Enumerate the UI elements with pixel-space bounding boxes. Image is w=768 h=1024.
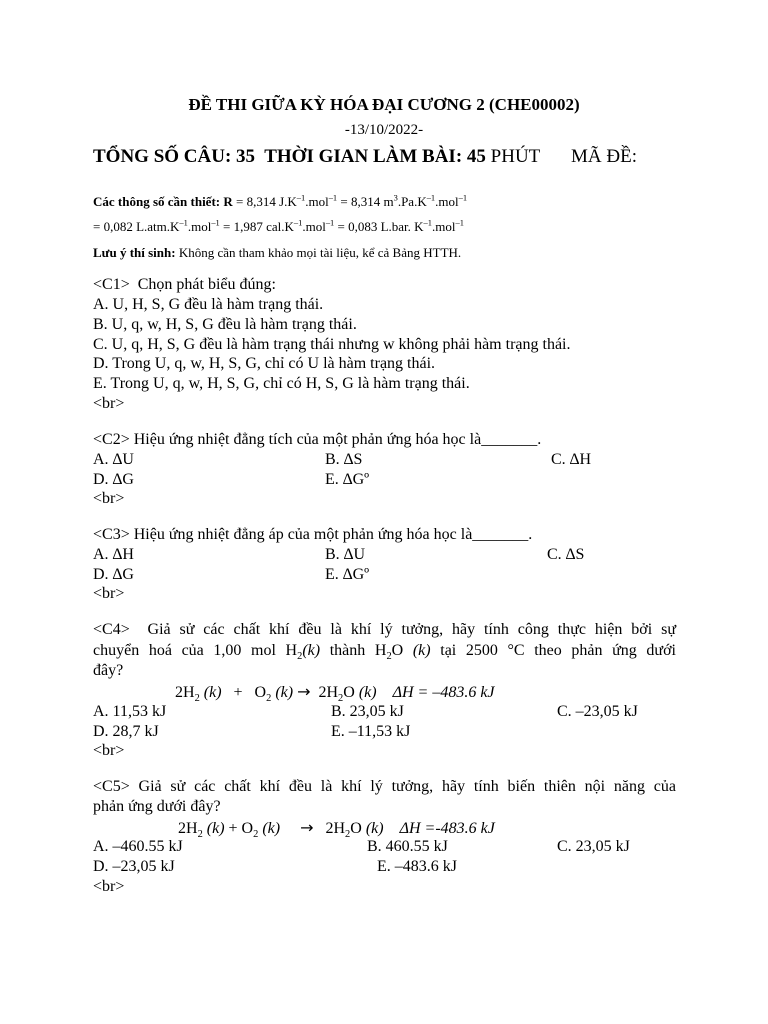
q3-option-e: E. ∆Gº: [325, 566, 370, 583]
q2-option-d: D. ∆G: [93, 471, 134, 488]
q2-option-a: A. ∆U: [93, 451, 134, 468]
q4-option-e: E. –11,53 kJ: [331, 723, 411, 740]
question-3-stem: <C3> Hiệu ứng nhiệt đẳng áp của một phản ứng hóa học là_______.: [93, 526, 533, 543]
q3-option-c: C. ∆S: [547, 546, 585, 563]
q5-reaction-equation: $2H_2$ $(k) + O_2$ (k) → $2H_2O$ (k) ΔH =-483.6 kJ: [178, 818, 495, 841]
total-questions: TỔNG SỐ CÂU: 35: [93, 146, 256, 167]
constants-line-1: Các thông số cần thiết: R = 8,314 $J.K^{-1}.mol^{-1} = 8,314$ $m^3.Pa.K^{-1}.mol^{-1}$: [93, 192, 468, 209]
q3-option-d: D. ∆G: [93, 566, 134, 583]
question-4-stem-1: <C4> Giả sử các chất khí đều là khí lý tưởng, hãy tính công thực hiện bởi sự: [93, 621, 677, 638]
q1-option-a: A. U, H, S, G đều là hàm trạng thái.: [93, 296, 324, 313]
q2-br: <br>: [93, 490, 125, 507]
q3-option-b: B. ∆U: [325, 546, 366, 563]
q5-option-a: A. –460.55 kJ: [93, 838, 183, 855]
question-4-stem-2: chuyển hoá của 1,00 mol $H_2(k)$ thành $H_2O$ (k) tại 2500 °C theo phản ứng dưới: [93, 642, 676, 663]
exam-code-label: MÃ ĐỀ:: [571, 146, 638, 167]
q4-delta-h: ΔH = –483.6 kJ: [392, 684, 495, 701]
exam-title: ĐỀ THI GIỮA KỲ HÓA ĐẠI CƯƠNG 2 (CHE00002): [188, 95, 580, 114]
question-2-stem: <C2> Hiệu ứng nhiệt đẳng tích của một phản ứng hóa học là_______.: [93, 431, 542, 448]
q1-option-c: C. U, q, H, S, G đều là hàm trạng thái nhưng w không phải hàm trạng thái.: [93, 336, 571, 353]
question-2-tag: <C2>: [93, 431, 130, 448]
q3-option-a: A. ∆H: [93, 546, 134, 563]
q1-option-b: B. U, q, w, H, S, G đều là hàm trạng thái.: [93, 316, 357, 333]
note-label: Lưu ý thí sinh:: [93, 245, 176, 260]
question-1-tag: <C1>: [93, 276, 130, 293]
q2-option-c: C. ∆H: [551, 451, 592, 468]
question-5-tag: <C5>: [93, 778, 130, 795]
question-5-stem-2: phản ứng dưới đây?: [93, 798, 221, 815]
q4-option-c: C. –23,05 kJ: [557, 703, 638, 720]
exam-info-line: [93, 146, 637, 168]
q4-option-b: B. 23,05 kJ: [331, 703, 404, 720]
q1-option-d: D. Trong U, q, w, H, S, G, chỉ có U là hàm trạng thái.: [93, 355, 436, 372]
q5-option-e: E. –483.6 kJ: [377, 858, 457, 875]
q4-option-a: A. 11,53 kJ: [93, 703, 167, 720]
question-1-stem: <C1> Chọn phát biểu đúng:: [93, 276, 276, 293]
q4-option-d: D. 28,7 kJ: [93, 723, 159, 740]
candidate-note: [93, 245, 461, 261]
question-5-stem-1: <C5> Giả sử các chất khí đều là khí lý tưởng, hãy tính biến thiên nội năng của: [93, 778, 677, 795]
q5-delta-h: ΔH =-483.6 kJ: [399, 820, 495, 837]
q5-option-b: B. 460.55 kJ: [367, 838, 448, 855]
q2-option-b: B. ∆S: [325, 451, 363, 468]
q1-br: <br>: [93, 395, 125, 412]
note-text: Không cần tham khảo mọi tài liệu, kể cả Bảng HTTH.: [178, 245, 462, 260]
question-3-tag: <C3>: [93, 526, 130, 543]
constants-label: Các thông số cần thiết: R: [93, 194, 233, 209]
q4-br: <br>: [93, 742, 125, 759]
time-label: THỜI GIAN LÀM BÀI: 45: [264, 146, 486, 167]
q5-option-c: C. 23,05 kJ: [557, 838, 630, 855]
question-4-stem-3: đây?: [93, 662, 124, 679]
q1-option-e: E. Trong U, q, w, H, S, G, chỉ có H, S, G là hàm trạng thái.: [93, 375, 470, 392]
q5-br: <br>: [93, 878, 125, 895]
time-unit: PHÚT: [490, 146, 541, 167]
constants-line-2: = 0,082 $L.atm.K^{-1}.mol^{-1} = 1,987$ $cal.K^{-1}.mol^{-1} = 0,083$ L.bar. $K^{-1}.mol^{-1}$: [93, 217, 464, 234]
q3-br: <br>: [93, 585, 125, 602]
q5-option-d: D. –23,05 kJ: [93, 858, 175, 875]
q4-reaction-equation: $2H_2$ $(k) + O_2$ $(k) \to 2H_2O$ (k) ΔH = –483.6 kJ: [175, 682, 495, 705]
question-4-tag: <C4>: [93, 621, 130, 638]
q2-option-e: E. ∆Gº: [325, 471, 370, 488]
exam-date: -13/10/2022-: [344, 122, 424, 138]
